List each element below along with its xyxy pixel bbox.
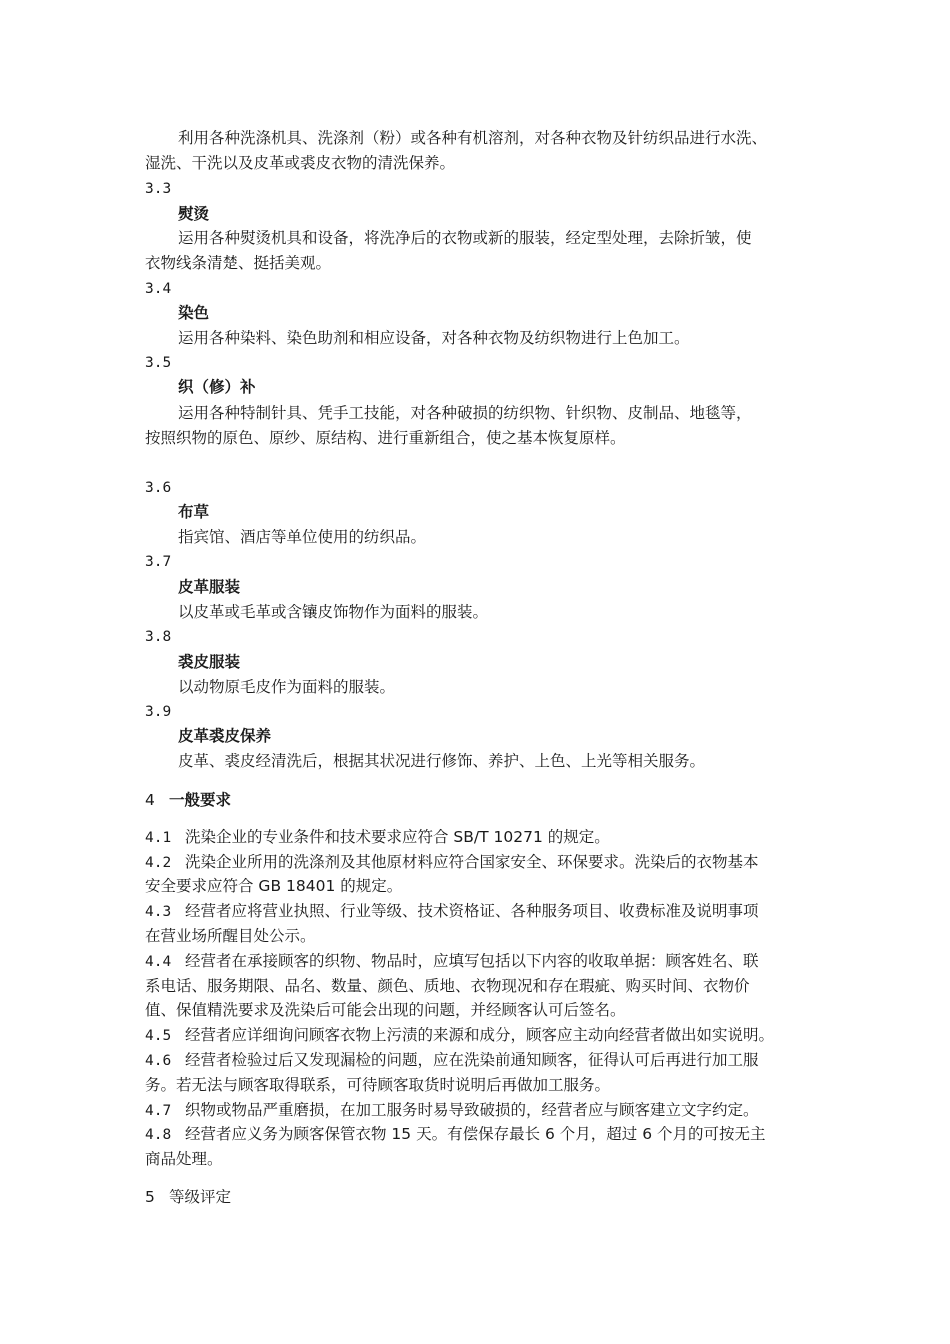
clause-4-4-number: 4.4 bbox=[145, 954, 172, 970]
clause-4-2-text: 洗染企业所用的洗涤剂及其他原材料应符合国家安全、环保要求。洗染后的衣物基本 bbox=[185, 853, 759, 871]
clause-4-7-text: 织物或物品严重磨损，在加工服务时易导致破损的，经营者应与顾客建立文字约定。 bbox=[185, 1101, 759, 1119]
clause-3-5-text-line-2: 按照织物的原色、原纱、原结构、进行重新组合，使之基本恢复原样。 bbox=[145, 429, 626, 447]
clause-4-7-number: 4.7 bbox=[145, 1103, 172, 1119]
clause-3-6-text-line-1: 指宾馆、酒店等单位使用的纺织品。 bbox=[178, 528, 427, 546]
clause-4-8-line-1 bbox=[145, 1124, 766, 1145]
clause-4-5-line-1 bbox=[145, 1025, 774, 1046]
clause-4-2-line-2: 安全要求应符合 GB 18401 的规定。 bbox=[145, 877, 403, 895]
clause-3-2-text-line-2: 湿洗、干洗以及皮革或裘皮衣物的清洗保养。 bbox=[145, 154, 456, 172]
clause-4-6-number: 4.6 bbox=[145, 1053, 172, 1069]
clause-3-8-text-line-1: 以动物原毛皮作为面料的服装。 bbox=[178, 678, 396, 696]
clause-4-6-line-2: 务。若无法与顾客取得联系，可待顾客取货时说明后再做加工服务。 bbox=[145, 1076, 611, 1094]
clause-3-5-term: 织（修）补 bbox=[178, 378, 256, 396]
section-5-number: 5 bbox=[145, 1188, 155, 1206]
clause-3-8-number: 3.8 bbox=[145, 629, 172, 645]
clause-4-1-text: 洗染企业的专业条件和技术要求应符合 SB/T 10271 的规定。 bbox=[185, 828, 610, 846]
clause-4-3-line-2: 在营业场所醒目处公示。 bbox=[145, 927, 316, 945]
clause-3-5-number: 3.5 bbox=[145, 355, 172, 371]
clause-4-6-text: 经营者检验过后又发现漏检的问题，应在洗染前通知顾客，征得认可后再进行加工服 bbox=[185, 1051, 759, 1069]
clause-3-9-term: 皮革裘皮保养 bbox=[178, 727, 272, 745]
clause-4-4-line-1 bbox=[145, 951, 759, 972]
clause-4-3-number: 4.3 bbox=[145, 904, 172, 920]
clause-4-7-line-1 bbox=[145, 1100, 759, 1121]
clause-3-4-text-line-1: 运用各种染料、染色助剂和相应设备，对各种衣物及纺织物进行上色加工。 bbox=[178, 329, 690, 347]
clause-4-5-number: 4.5 bbox=[145, 1028, 172, 1044]
clause-4-1-number: 4.1 bbox=[145, 830, 172, 846]
section-5-heading bbox=[145, 1187, 231, 1207]
clause-3-7-number: 3.7 bbox=[145, 554, 172, 570]
clause-4-2-line-1 bbox=[145, 852, 759, 873]
clause-4-1-line-1 bbox=[145, 827, 610, 848]
clause-4-6-line-1 bbox=[145, 1050, 759, 1071]
clause-3-9-text-line-1: 皮革、裘皮经清洗后，根据其状况进行修饰、养护、上色、上光等相关服务。 bbox=[178, 752, 706, 770]
clause-4-2-number: 4.2 bbox=[145, 855, 172, 871]
clause-4-4-line-3: 值、保值精洗要求及洗染后可能会出现的问题，并经顾客认可后签名。 bbox=[145, 1001, 626, 1019]
section-4-number: 4 bbox=[145, 791, 155, 809]
clause-3-6-number: 3.6 bbox=[145, 480, 172, 496]
clause-4-3-line-1 bbox=[145, 901, 759, 922]
section-4-heading bbox=[145, 790, 231, 810]
clause-3-3-text-line-1: 运用各种熨烫机具和设备，将洗净后的衣物或新的服装，经定型处理，去除折皱，使 bbox=[178, 229, 752, 247]
clause-4-8-text: 经营者应义务为顾客保管衣物 15 天。有偿保存最长 6 个月，超过 6 个月的可按无主 bbox=[185, 1125, 766, 1143]
clause-3-2-text-line-1: 利用各种洗涤机具、洗涤剂（粉）或各种有机溶剂，对各种衣物及针纺织品进行水洗、 bbox=[178, 129, 768, 147]
clause-3-3-number: 3.3 bbox=[145, 181, 172, 197]
clause-3-8-term: 裘皮服装 bbox=[178, 653, 241, 671]
clause-4-4-text: 经营者在承接顾客的织物、物品时，应填写包括以下内容的收取单据：顾客姓名、联 bbox=[185, 952, 759, 970]
clause-3-7-term: 皮革服装 bbox=[178, 578, 241, 596]
clause-3-3-text-line-2: 衣物线条清楚、挺括美观。 bbox=[145, 254, 332, 272]
clause-4-5-text: 经营者应详细询问顾客衣物上污渍的来源和成分，顾客应主动向经营者做出如实说明。 bbox=[185, 1026, 775, 1044]
clause-3-7-text-line-1: 以皮革或毛革或含镶皮饰物作为面料的服装。 bbox=[178, 603, 489, 621]
clause-3-3-term: 熨烫 bbox=[178, 205, 210, 223]
clause-3-4-term: 染色 bbox=[178, 304, 210, 322]
section-4-title: 一般要求 bbox=[169, 791, 232, 809]
clause-4-4-line-2: 系电话、服务期限、品名、数量、颜色、质地、衣物现况和存在瑕疵、购买时间、衣物价 bbox=[145, 977, 750, 995]
clause-3-4-number: 3.4 bbox=[145, 281, 172, 297]
clause-3-6-term: 布草 bbox=[178, 503, 210, 521]
clause-4-8-number: 4.8 bbox=[145, 1127, 172, 1143]
clause-3-5-text-line-1: 运用各种特制针具、凭手工技能，对各种破损的纺织物、针织物、皮制品、地毯等， bbox=[178, 404, 752, 422]
clause-4-8-line-2: 商品处理。 bbox=[145, 1150, 223, 1168]
clause-4-3-text: 经营者应将营业执照、行业等级、技术资格证、各种服务项目、收费标准及说明事项 bbox=[185, 902, 759, 920]
section-5-title: 等级评定 bbox=[169, 1188, 232, 1206]
clause-3-9-number: 3.9 bbox=[145, 704, 172, 720]
